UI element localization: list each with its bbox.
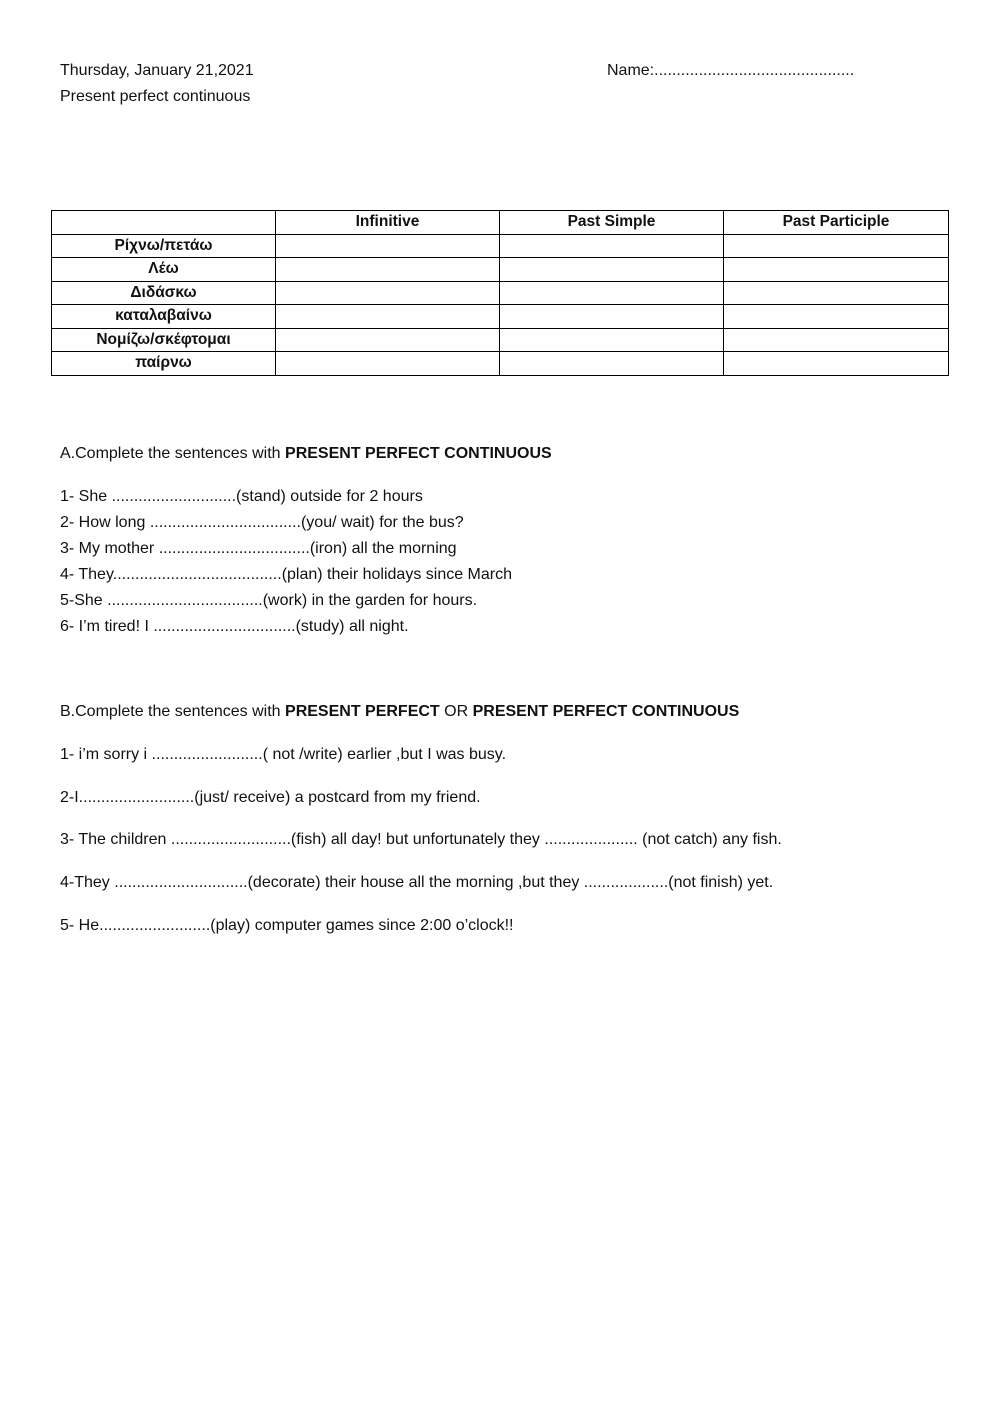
greek-verb-cell: Νομίζω/σκέφτομαι bbox=[52, 328, 276, 352]
table-header-cell bbox=[52, 211, 276, 235]
exercise-a-item: 4- They......................................(plan) their holidays since March bbox=[60, 566, 513, 583]
exercise-b-item: 2-I..........................(just/ receive) a postcard from my friend. bbox=[60, 789, 481, 806]
greek-verb-cell: καταλαβαίνω bbox=[52, 305, 276, 329]
greek-verb-cell: Διδάσκω bbox=[52, 281, 276, 305]
topic-title: Present perfect continuous bbox=[60, 88, 251, 105]
answer-cell[interactable] bbox=[276, 328, 500, 352]
answer-cell[interactable] bbox=[276, 258, 500, 282]
table-row bbox=[52, 281, 949, 305]
exercise-a-item: 5-She ...................................(work) in the garden for hours. bbox=[60, 592, 478, 609]
section-b-instruction: B.Complete the sentences with PRESENT PERFECT OR PRESENT PERFECT CONTINUOUS bbox=[60, 703, 740, 720]
name-field[interactable]: Name:............................................. bbox=[607, 62, 855, 79]
answer-cell[interactable] bbox=[500, 258, 724, 282]
date-text: Thursday, January 21,2021 bbox=[60, 62, 254, 79]
answer-cell[interactable] bbox=[724, 328, 949, 352]
answer-cell[interactable] bbox=[724, 234, 949, 258]
table-row bbox=[52, 305, 949, 329]
answer-cell[interactable] bbox=[724, 305, 949, 329]
table-header-cell: Infinitive bbox=[276, 211, 500, 235]
verb-forms-table bbox=[51, 210, 949, 376]
exercise-a-item: 2- How long ..................................(you/ wait) for the bus? bbox=[60, 514, 464, 531]
table-row bbox=[52, 328, 949, 352]
exercise-b-item: 5- He.........................(play) computer games since 2:00 o’clock!! bbox=[60, 917, 514, 934]
table-header-row bbox=[52, 211, 949, 235]
answer-cell[interactable] bbox=[276, 305, 500, 329]
exercise-a-item: 6- I’m tired! I ................................(study) all night. bbox=[60, 618, 409, 635]
table-row bbox=[52, 234, 949, 258]
table-row bbox=[52, 352, 949, 376]
answer-cell[interactable] bbox=[276, 352, 500, 376]
exercise-b-item: 3- The children ...........................(fish) all day! but unfortunately they ..................... (not catch) any fish. bbox=[60, 831, 782, 848]
answer-cell[interactable] bbox=[500, 281, 724, 305]
answer-cell[interactable] bbox=[276, 234, 500, 258]
answer-cell[interactable] bbox=[500, 328, 724, 352]
answer-cell[interactable] bbox=[500, 352, 724, 376]
answer-cell[interactable] bbox=[276, 281, 500, 305]
exercise-b-item: 1- i’m sorry i .........................( not /write) earlier ,but I was busy. bbox=[60, 746, 507, 763]
section-a-instruction: A.Complete the sentences with PRESENT PERFECT CONTINUOUS bbox=[60, 445, 552, 462]
greek-verb-cell: Λέω bbox=[52, 258, 276, 282]
answer-cell[interactable] bbox=[500, 305, 724, 329]
exercise-a-item: 3- My mother ..................................(iron) all the morning bbox=[60, 540, 457, 557]
table-header-cell: Past Participle bbox=[724, 211, 949, 235]
table-header-cell: Past Simple bbox=[500, 211, 724, 235]
answer-cell[interactable] bbox=[724, 281, 949, 305]
answer-cell[interactable] bbox=[500, 234, 724, 258]
answer-cell[interactable] bbox=[724, 352, 949, 376]
greek-verb-cell: Ρίχνω/πετάω bbox=[52, 234, 276, 258]
exercise-b-item: 4-They ..............................(decorate) their house all the morning ,but they ...................(not finish) yet. bbox=[60, 874, 774, 891]
exercise-a-item: 1- She ............................(stand) outside for 2 hours bbox=[60, 488, 423, 505]
greek-verb-cell: παίρνω bbox=[52, 352, 276, 376]
table-row bbox=[52, 258, 949, 282]
answer-cell[interactable] bbox=[724, 258, 949, 282]
